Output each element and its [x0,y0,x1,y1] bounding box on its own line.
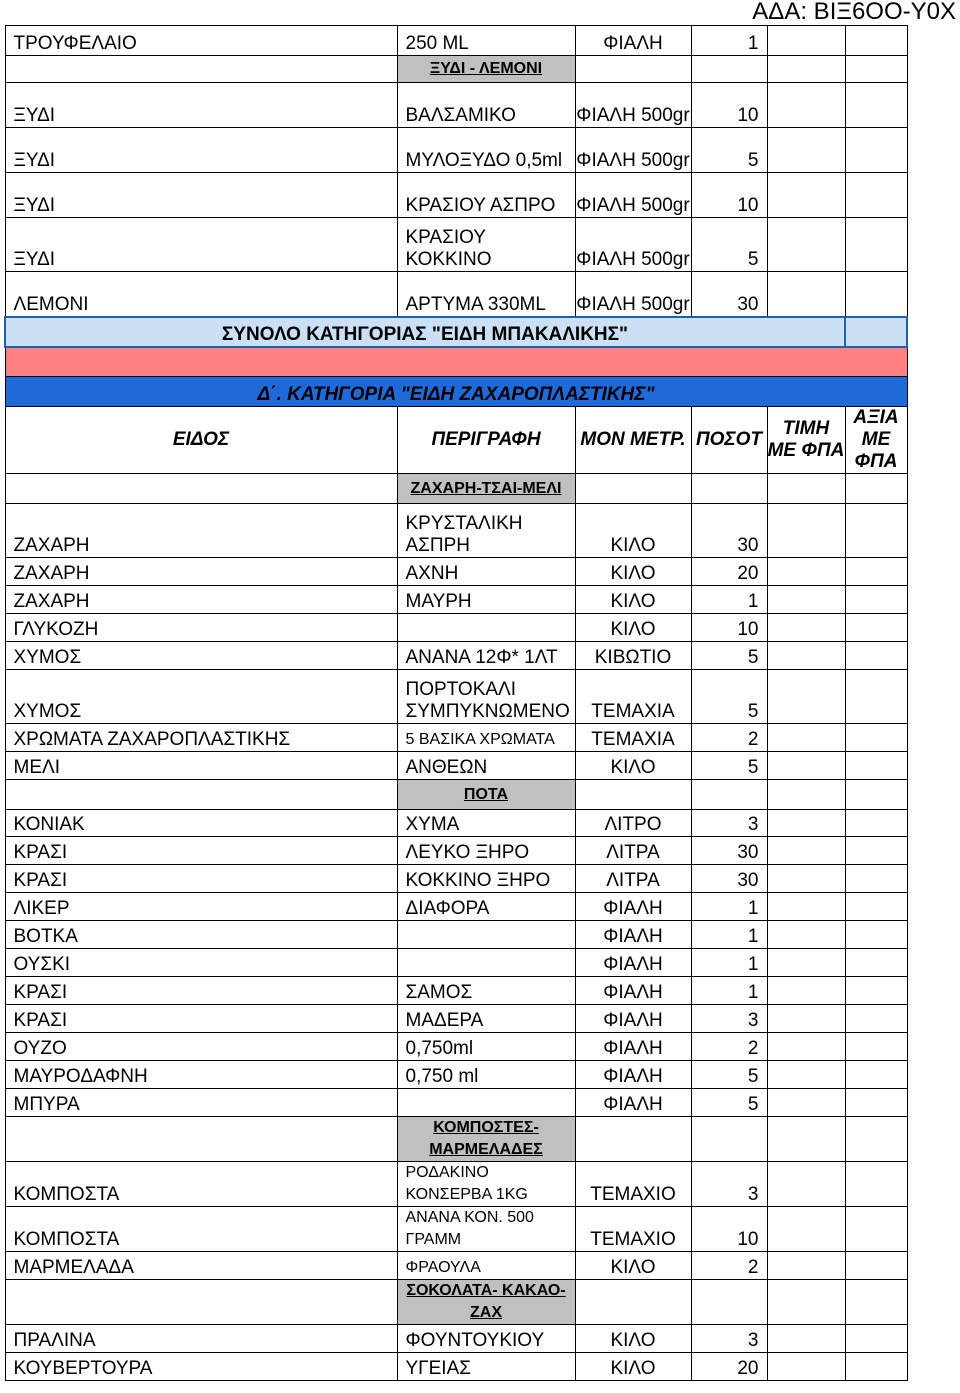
value-cell [845,837,907,865]
item-cell: ΠΡΑΛΙΝΑ [5,1325,397,1353]
table-row [5,752,907,780]
price-cell [767,1353,845,1381]
item-cell: ΓΛΥΚΟΖΗ [5,614,397,642]
item-cell: ΖΑΧΑΡΗ [5,504,397,558]
quantity-cell: 1 [691,893,767,921]
value-cell [845,504,907,558]
quantity-cell: 3 [691,1162,767,1207]
unit-cell: ΤΕΜΑΧΙΟ [575,1162,691,1207]
blank-cell [845,1117,907,1162]
table-row [5,1162,907,1207]
price-cell [767,558,845,586]
price-cell [767,1207,845,1252]
subcategory-row [5,1117,907,1162]
blank-cell [5,1117,397,1162]
value-cell [845,893,907,921]
value-cell [845,949,907,977]
table-row [5,26,907,56]
description-cell: ΜΑΔΕΡΑ [397,1005,575,1033]
price-cell [767,1325,845,1353]
table-row [5,83,907,128]
item-cell: ΧΥΜΟΣ [5,642,397,670]
table-row [5,977,907,1005]
unit-cell: ΦΙΑΛΗ 500gr [575,128,691,173]
unit-cell: ΚΙΛΟ [575,752,691,780]
item-cell: ΚΟΝΙΑΚ [5,810,397,837]
value-cell [845,921,907,949]
description-cell [397,921,575,949]
description-cell [397,1089,575,1117]
blank-cell [575,1117,691,1162]
category-total-label: ΣΥΝΟΛΟ ΚΑΤΗΓΟΡΙΑΣ "ΕΙΔΗ ΜΠΑΚΑΛΙΚΗΣ" [5,317,845,347]
blank-cell [691,1280,767,1325]
blank-cell [691,780,767,810]
unit-cell: ΚΙΛΟ [575,614,691,642]
price-cell [767,272,845,317]
unit-cell: ΦΙΑΛΗ 500gr [575,173,691,218]
quantity-cell: 30 [691,837,767,865]
table-row [5,949,907,977]
quantity-cell: 5 [691,1061,767,1089]
item-cell: ΜΠΥΡΑ [5,1089,397,1117]
table-row [5,921,907,949]
item-cell: ΧΥΜΟΣ [5,670,397,724]
item-cell: ΛΕΜΟΝΙ [5,272,397,317]
value-cell [845,1033,907,1061]
item-cell: ΖΑΧΑΡΗ [5,586,397,614]
blank-cell [845,780,907,810]
description-cell: ΦΡΑΟΥΛΑ [397,1252,575,1280]
quantity-cell: 10 [691,173,767,218]
unit-cell: ΚΙΛΟ [575,1353,691,1381]
unit-cell: ΤΕΜΑΧΙΟ [575,1207,691,1252]
item-cell: ΤΡΟΥΦΕΛΑΙΟ [5,26,397,56]
price-cell [767,26,845,56]
table-row [5,218,907,272]
table-row [5,1207,907,1252]
table-body [5,26,907,1381]
subcategory-label: ΚΟΜΠΟΣΤΕΣ-ΜΑΡΜΕΛΑΔΕΣ [397,1117,575,1162]
value-cell [845,26,907,56]
price-cell [767,921,845,949]
table-row [5,504,907,558]
description-cell: ΑΡΤΥΜΑ 330ML [397,272,575,317]
value-cell [845,173,907,218]
blank-cell [767,780,845,810]
header-quantity: ΠΟΣΟΤ [691,407,767,474]
item-cell: ΚΡΑΣΙ [5,865,397,893]
unit-cell: ΦΙΑΛΗ 500gr [575,218,691,272]
price-cell [767,1061,845,1089]
subcategory-row [5,780,907,810]
separator-cell [5,347,907,377]
item-cell: ΜΑΥΡΟΔΑΦΝΗ [5,1061,397,1089]
value-cell [845,128,907,173]
table-row [5,614,907,642]
value-cell [845,272,907,317]
blank-cell [575,474,691,504]
blank-cell [5,56,397,83]
header-value: ΑΞΙΑ ΜΕ ΦΠΑ [845,407,907,474]
separator-row [5,347,907,377]
quantity-cell: 10 [691,614,767,642]
item-cell: ΜΑΡΜΕΛΑΔΑ [5,1252,397,1280]
blank-cell [767,56,845,83]
table-row [5,272,907,317]
quantity-cell: 10 [691,83,767,128]
category-heading: Δ΄. ΚΑΤΗΓΟΡΙΑ "ΕΙΔΗ ΖΑΧΑΡΟΠΛΑΣΤΙΚΗΣ" [5,377,907,407]
description-cell: ΑΝΘΕΩΝ [397,752,575,780]
quantity-cell: 5 [691,1089,767,1117]
item-cell: ΚΟΜΠΟΣΤΑ [5,1162,397,1207]
blank-cell [5,780,397,810]
quantity-cell: 5 [691,128,767,173]
unit-cell: ΚΙΛΟ [575,1325,691,1353]
description-cell: ΣΑΜΟΣ [397,977,575,1005]
item-cell: ΛΙΚΕΡ [5,893,397,921]
quantity-cell: 1 [691,26,767,56]
price-cell [767,504,845,558]
value-cell [845,977,907,1005]
quantity-cell: 1 [691,949,767,977]
value-cell [845,724,907,752]
description-cell: ΥΓΕΙΑΣ [397,1353,575,1381]
unit-cell: ΛΙΤΡΑ [575,865,691,893]
blank-cell [575,1280,691,1325]
subcategory-label: ΞΥΔΙ - ΛΕΜΟΝΙ [397,56,575,83]
description-cell: ΚΡΑΣΙΟΥ ΑΣΠΡΟ [397,173,575,218]
description-cell: 5 ΒΑΣΙΚΑ ΧΡΩΜΑΤΑ [397,724,575,752]
item-cell: ΚΟΜΠΟΣΤΑ [5,1207,397,1252]
value-cell [845,558,907,586]
price-cell [767,977,845,1005]
table-row [5,173,907,218]
value-cell [845,670,907,724]
quantity-cell: 1 [691,977,767,1005]
quantity-cell: 1 [691,921,767,949]
table-row [5,724,907,752]
value-cell [845,642,907,670]
unit-cell: ΤΕΜΑΧΙΑ [575,670,691,724]
table-row [5,642,907,670]
item-cell: ΜΕΛΙ [5,752,397,780]
subcategory-label: ΣΟΚΟΛΑΤΑ- ΚΑΚΑΟ-ΖΑΧ [397,1280,575,1325]
blank-cell [691,474,767,504]
value-cell [845,1325,907,1353]
price-cell [767,837,845,865]
item-cell: ΚΟΥΒΕΡΤΟΥΡΑ [5,1353,397,1381]
unit-cell: ΦΙΑΛΗ [575,26,691,56]
table-row [5,586,907,614]
price-cell [767,752,845,780]
description-cell: ΚΡΑΣΙΟΥ ΚΟΚΚΙΝΟ [397,218,575,272]
price-cell [767,642,845,670]
unit-cell: ΤΕΜΑΧΙΑ [575,724,691,752]
tender-items-table [4,25,908,1381]
value-cell [845,1162,907,1207]
price-cell [767,83,845,128]
item-cell: ΚΡΑΣΙ [5,837,397,865]
subcategory-label: ΖΑΧΑΡΗ-ΤΣΑΙ-ΜΕΛΙ [397,474,575,504]
quantity-cell: 20 [691,1353,767,1381]
description-cell: 0,750ml [397,1033,575,1061]
quantity-cell: 3 [691,810,767,837]
unit-cell: ΦΙΑΛΗ [575,893,691,921]
blank-cell [691,56,767,83]
header-description: ΠΕΡΙΓΡΑΦΗ [397,407,575,474]
quantity-cell: 20 [691,558,767,586]
price-cell [767,173,845,218]
subcategory-row [5,56,907,83]
quantity-cell: 5 [691,670,767,724]
table-row [5,558,907,586]
quantity-cell: 10 [691,1207,767,1252]
table-row [5,865,907,893]
value-cell [845,218,907,272]
table-row [5,893,907,921]
blank-cell [767,474,845,504]
item-cell: ΞΥΔΙ [5,128,397,173]
unit-cell: ΦΙΑΛΗ [575,1033,691,1061]
price-cell [767,218,845,272]
value-cell [845,586,907,614]
quantity-cell: 5 [691,642,767,670]
value-cell [845,1207,907,1252]
table-row [5,810,907,837]
quantity-cell: 2 [691,724,767,752]
unit-cell: ΚΙΛΟ [575,1252,691,1280]
blank-cell [5,1280,397,1325]
value-cell [845,810,907,837]
blank-cell [575,780,691,810]
value-cell [845,1061,907,1089]
description-cell: ΛΕΥΚΟ ΞΗΡΟ [397,837,575,865]
price-cell [767,810,845,837]
subcategory-row [5,474,907,504]
value-cell [845,865,907,893]
value-cell [845,614,907,642]
item-cell: ΧΡΩΜΑΤΑ ΖΑΧΑΡΟΠΛΑΣΤΙΚΗΣ [5,724,397,752]
description-cell: ΜΥΛΟΞΥΔΟ 0,5ml [397,128,575,173]
price-cell [767,1162,845,1207]
quantity-cell: 3 [691,1005,767,1033]
unit-cell: ΦΙΑΛΗ 500gr [575,83,691,128]
price-cell [767,1089,845,1117]
document-ada-code: ΑΔΑ: ΒΙΞ6ΟΟ-Υ0Χ [752,0,956,25]
description-cell: ΜΑΥΡΗ [397,586,575,614]
item-cell: ΟΥΖΟ [5,1033,397,1061]
unit-cell: ΛΙΤΡΑ [575,837,691,865]
quantity-cell: 30 [691,504,767,558]
description-cell: ΚΟΚΚΙΝΟ ΞΗΡΟ [397,865,575,893]
blank-cell [845,56,907,83]
item-cell: ΚΡΑΣΙ [5,977,397,1005]
category-heading-row [5,377,907,407]
blank-cell [845,1280,907,1325]
blank-cell [767,1117,845,1162]
table-row [5,1033,907,1061]
description-cell: ΔΙΑΦΟΡΑ [397,893,575,921]
description-cell: ΦΟΥΝΤΟΥΚΙΟΥ [397,1325,575,1353]
unit-cell: ΦΙΑΛΗ [575,921,691,949]
unit-cell: ΦΙΑΛΗ [575,949,691,977]
value-cell [845,752,907,780]
unit-cell: ΚΙΛΟ [575,504,691,558]
value-cell [845,1252,907,1280]
price-cell [767,586,845,614]
description-cell: ΑΝΑΝΑ 12Φ* 1ΛΤ [397,642,575,670]
description-cell: 0,750 ml [397,1061,575,1089]
quantity-cell: 2 [691,1252,767,1280]
description-cell: 250 ML [397,26,575,56]
header-item: ΕΙΔΟΣ [5,407,397,474]
value-cell [845,1353,907,1381]
blank-cell [5,474,397,504]
table-row [5,1325,907,1353]
subcategory-row [5,1280,907,1325]
price-cell [767,614,845,642]
price-cell [767,1252,845,1280]
table-row [5,1252,907,1280]
quantity-cell: 30 [691,865,767,893]
value-cell [845,83,907,128]
unit-cell: ΛΙΤΡΟ [575,810,691,837]
unit-cell: ΦΙΑΛΗ [575,1061,691,1089]
header-unit: ΜΟΝ ΜΕΤΡ. [575,407,691,474]
price-cell [767,1033,845,1061]
header-price: ΤΙΜΗ ΜΕ ΦΠΑ [767,407,845,474]
description-cell [397,614,575,642]
category-total-value [845,317,907,347]
unit-cell: ΚΙΒΩΤΙΟ [575,642,691,670]
quantity-cell: 1 [691,586,767,614]
quantity-cell: 5 [691,752,767,780]
table-row [5,837,907,865]
item-cell: ΞΥΔΙ [5,173,397,218]
price-cell [767,724,845,752]
description-cell: ΑΝΑΝΑ ΚΟΝ. 500 ΓΡΑΜΜ [397,1207,575,1252]
price-cell [767,949,845,977]
description-cell: ΒΑΛΣΑΜΙΚΟ [397,83,575,128]
price-cell [767,1005,845,1033]
item-cell: ΞΥΔΙ [5,83,397,128]
price-cell [767,128,845,173]
description-cell: ΠΟΡΤΟΚΑΛΙ ΣΥΜΠΥΚΝΩΜΕΝΟ [397,670,575,724]
column-header-row [5,407,907,474]
table-row [5,1061,907,1089]
price-cell [767,893,845,921]
item-cell: ΒΟΤΚΑ [5,921,397,949]
quantity-cell: 3 [691,1325,767,1353]
blank-cell [691,1117,767,1162]
value-cell [845,1089,907,1117]
table-row [5,1005,907,1033]
category-total-row [5,317,907,347]
table-row [5,1089,907,1117]
blank-cell [767,1280,845,1325]
price-cell [767,865,845,893]
table-row [5,1353,907,1381]
item-cell: ΖΑΧΑΡΗ [5,558,397,586]
quantity-cell: 2 [691,1033,767,1061]
item-cell: ΟΥΣΚΙ [5,949,397,977]
table-row [5,128,907,173]
unit-cell: ΦΙΑΛΗ [575,1089,691,1117]
unit-cell: ΦΙΑΛΗ [575,977,691,1005]
unit-cell: ΦΙΑΛΗ 500gr [575,272,691,317]
unit-cell: ΚΙΛΟ [575,586,691,614]
blank-cell [845,474,907,504]
item-cell: ΞΥΔΙ [5,218,397,272]
description-cell: ΑΧΝΗ [397,558,575,586]
blank-cell [575,56,691,83]
subcategory-label: ΠΟΤΑ [397,780,575,810]
value-cell [845,1005,907,1033]
price-cell [767,670,845,724]
unit-cell: ΚΙΛΟ [575,558,691,586]
table-row [5,670,907,724]
quantity-cell: 5 [691,218,767,272]
description-cell: ΡΟΔΑΚΙΝΟ ΚΟΝΣΕΡΒΑ 1KG [397,1162,575,1207]
item-cell: ΚΡΑΣΙ [5,1005,397,1033]
quantity-cell: 30 [691,272,767,317]
description-cell: ΧΥΜΑ [397,810,575,837]
description-cell [397,949,575,977]
unit-cell: ΦΙΑΛΗ [575,1005,691,1033]
description-cell: ΚΡΥΣΤΑΛΙΚΗ ΑΣΠΡΗ [397,504,575,558]
